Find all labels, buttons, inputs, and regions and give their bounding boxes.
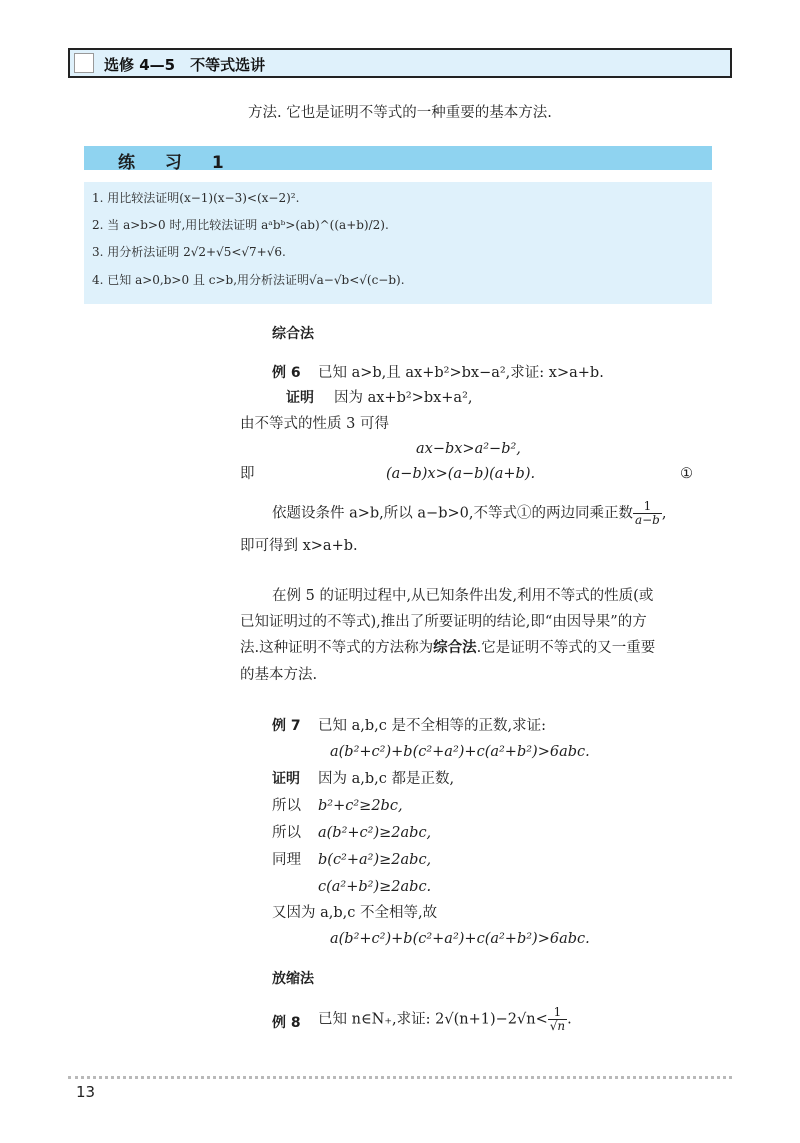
example7-line7: a(b²+c²)+b(c²+a²)+c(a²+b²)>6abc. [330, 931, 590, 947]
fraction-one-over-sqrt-n [548, 1006, 567, 1033]
example7-label: 例 7 [272, 718, 301, 734]
example7-proof-label: 证明 [272, 771, 300, 787]
paragraph-line3-post: .它是证明不等式的又一重要 [476, 640, 656, 656]
example7-line4-prefix: 同理 [272, 852, 301, 868]
example7-line3: a(b²+c²)≥2abc, [318, 825, 432, 841]
fraction-numerator: 1 [548, 1006, 567, 1020]
fraction-denominator: a−b [634, 513, 660, 527]
fraction-one-over-a-minus-b [633, 500, 662, 527]
example6-proof-label: 证明 [286, 390, 314, 406]
example6-line2: 由不等式的性质 3 可得 [240, 416, 389, 432]
example6-line4: (a−b)x>(a−b)(a+b). [386, 466, 536, 482]
exercise-title: 练 习 1 [118, 153, 236, 173]
paragraph-line1: 在例 5 的证明过程中,从已知条件出发,利用不等式的性质(或 [272, 588, 654, 604]
example7-statement: 已知 a,b,c 是不全相等的正数,求证: [318, 718, 546, 734]
example8-statement-text: 已知 n∈N₊,求证: 2√(n+1)−2√n< [318, 1011, 548, 1028]
example7-line3-prefix: 所以 [272, 825, 301, 841]
paragraph-line4: 的基本方法. [240, 667, 318, 683]
intro-line: 方法. 它也是证明不等式的一种重要的基本方法. [248, 105, 552, 121]
exercise-item-4: 4. 已知 a>0,b>0 且 c>b,用分析法证明√a−√b<√(c−b). [92, 273, 405, 287]
exercise-item-2: 2. 当 a>b>0 时,用比较法证明 aᵃbᵇ>(ab)^((a+b)/2). [92, 218, 389, 232]
section-heading-synthesis: 综合法 [272, 326, 314, 342]
exercise-item-1: 1. 用比较法证明(x−1)(x−3)<(x−2)². [92, 191, 300, 205]
fraction-numerator: 1 [633, 500, 662, 514]
header-marker-square [74, 53, 94, 73]
example6-line4-prefix: 即 [240, 466, 255, 482]
paragraph-line3-pre: 法.这种证明不等式的方法称为 [240, 640, 434, 656]
equation-marker-1: ① [680, 466, 693, 482]
example7-goal: a(b²+c²)+b(c²+a²)+c(a²+b²)>6abc. [330, 744, 590, 760]
example8-statement: 已知 n∈N₊,求证: 2√(n+1)−2√n< $\frac{1}{√n}$ . [318, 1005, 572, 1033]
example7-line5: c(a²+b²)≥2abc. [318, 879, 432, 895]
term-synthesis-method: 综合法 [433, 640, 477, 656]
example7-proof-line1: 因为 a,b,c 都是正数, [318, 771, 455, 787]
example7-line6: 又因为 a,b,c 不全相等,故 [272, 905, 438, 921]
section-heading-scaling: 放缩法 [272, 971, 314, 987]
example8-label: 例 8 [272, 1015, 301, 1031]
example6-line6: 即可得到 x>a+b. [240, 538, 358, 554]
example7-line2-prefix: 所以 [272, 798, 301, 814]
chapter-title: 选修 4—5 不等式选讲 [104, 56, 266, 74]
example7-line4: b(c²+a²)≥2abc, [318, 852, 432, 868]
fraction-denominator: √n [549, 1019, 566, 1033]
paragraph-line3 [240, 637, 655, 659]
example6-line5: 依题设条件 a>b,所以 a−b>0,不等式①的两边同乘正数 $\frac{1}{a-b}$ , [272, 499, 667, 527]
example6-label: 例 6 [272, 365, 301, 381]
example6-proof-line1: 因为 ax+b²>bx+a², [334, 390, 473, 406]
example6-line3: ax−bx>a²−b², [416, 441, 521, 457]
example6-statement: 已知 a>b,且 ax+b²>bx−a²,求证: x>a+b. [318, 365, 604, 381]
paragraph-line2: 已知证明过的不等式),推出了所要证明的结论,即“由因导果”的方 [240, 614, 647, 630]
example6-line5-text: 依题设条件 a>b,所以 a−b>0,不等式①的两边同乘正数 [272, 505, 633, 522]
footer-dotted-rule [68, 1076, 732, 1079]
page-number: 13 [76, 1083, 96, 1101]
exercise-item-3: 3. 用分析法证明 2√2+√5<√7+√6. [92, 245, 286, 259]
example7-line2: b²+c²≥2bc, [318, 798, 403, 814]
